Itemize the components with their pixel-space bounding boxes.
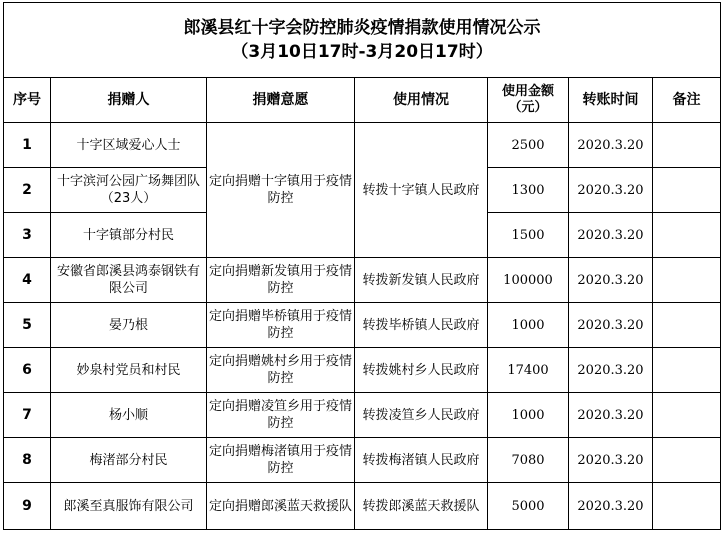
cell-date: 2020.3.20 xyxy=(569,168,653,213)
cell-note xyxy=(653,258,721,303)
cell-usage: 转拨姚村乡人民政府 xyxy=(355,348,488,393)
cell-index: 3 xyxy=(4,213,51,258)
header-amount: 使用金额（元） xyxy=(488,78,569,123)
cell-usage: 转拨凌笪乡人民政府 xyxy=(355,393,488,438)
table-row xyxy=(4,438,721,483)
cell-note xyxy=(653,348,721,393)
cell-date: 2020.3.20 xyxy=(569,483,653,530)
header-date: 转账时间 xyxy=(569,78,653,123)
cell-date: 2020.3.20 xyxy=(569,348,653,393)
cell-date: 2020.3.20 xyxy=(569,213,653,258)
cell-donor: 郎溪至真服饰有限公司 xyxy=(51,483,207,530)
cell-usage: 转拨梅渚镇人民政府 xyxy=(355,438,488,483)
page-title: 郎溪县红十字会防控肺炎疫情捐款使用情况公示 xyxy=(183,18,541,38)
cell-donor: 妙泉村党员和村民 xyxy=(51,348,207,393)
cell-usage: 转拨新发镇人民政府 xyxy=(355,258,488,303)
cell-note xyxy=(653,393,721,438)
header-index: 序号 xyxy=(4,78,51,123)
table-row xyxy=(4,123,721,168)
cell-index: 8 xyxy=(4,438,51,483)
cell-amount: 100000 xyxy=(488,258,569,303)
cell-amount: 1300 xyxy=(488,168,569,213)
cell-index: 9 xyxy=(4,483,51,530)
cell-index: 6 xyxy=(4,348,51,393)
header-intent: 捐赠意愿 xyxy=(207,78,355,123)
cell-date: 2020.3.20 xyxy=(569,123,653,168)
cell-date: 2020.3.20 xyxy=(569,258,653,303)
cell-note xyxy=(653,303,721,348)
cell-donor: 十字镇部分村民 xyxy=(51,213,207,258)
cell-index: 2 xyxy=(4,168,51,213)
cell-amount: 2500 xyxy=(488,123,569,168)
cell-index: 5 xyxy=(4,303,51,348)
cell-intent: 定向捐赠新发镇用于疫情防控 xyxy=(207,258,355,303)
cell-intent: 定向捐赠毕桥镇用于疫情防控 xyxy=(207,303,355,348)
cell-note xyxy=(653,438,721,483)
cell-usage: 转拨毕桥镇人民政府 xyxy=(355,303,488,348)
cell-amount: 17400 xyxy=(488,348,569,393)
donation-table xyxy=(3,2,721,530)
cell-date: 2020.3.20 xyxy=(569,393,653,438)
title-block xyxy=(4,3,721,78)
cell-usage: 转拨十字镇人民政府 xyxy=(355,123,488,258)
table-row xyxy=(4,258,721,303)
header-usage: 使用情况 xyxy=(355,78,488,123)
cell-donor: 十字区域爱心人士 xyxy=(51,123,207,168)
cell-intent: 定向捐赠郎溪蓝天救援队 xyxy=(207,483,355,530)
cell-donor: 晏乃根 xyxy=(51,303,207,348)
table-row xyxy=(4,393,721,438)
table-row xyxy=(4,483,721,530)
page-subtitle: （3月10日17时-3月20日17时） xyxy=(231,42,493,62)
cell-intent: 定向捐赠姚村乡用于疫情防控 xyxy=(207,348,355,393)
table-row xyxy=(4,303,721,348)
cell-intent: 定向捐赠十字镇用于疫情防控 xyxy=(207,123,355,258)
cell-intent: 定向捐赠梅渚镇用于疫情防控 xyxy=(207,438,355,483)
cell-date: 2020.3.20 xyxy=(569,438,653,483)
header-donor: 捐赠人 xyxy=(51,78,207,123)
header-note: 备注 xyxy=(653,78,721,123)
cell-donor: 安徽省郎溪县鸿泰钢铁有限公司 xyxy=(51,258,207,303)
header-row xyxy=(4,78,721,123)
cell-index: 1 xyxy=(4,123,51,168)
cell-amount: 1000 xyxy=(488,393,569,438)
cell-note xyxy=(653,123,721,168)
cell-amount: 1000 xyxy=(488,303,569,348)
cell-usage: 转拨郎溪蓝天救援队 xyxy=(355,483,488,530)
cell-amount: 5000 xyxy=(488,483,569,530)
cell-amount: 7080 xyxy=(488,438,569,483)
cell-donor: 梅渚部分村民 xyxy=(51,438,207,483)
cell-note xyxy=(653,213,721,258)
cell-intent: 定向捐赠凌笪乡用于疫情防控 xyxy=(207,393,355,438)
cell-donor: 杨小顺 xyxy=(51,393,207,438)
table-row xyxy=(4,348,721,393)
cell-amount: 1500 xyxy=(488,213,569,258)
cell-index: 4 xyxy=(4,258,51,303)
cell-note xyxy=(653,168,721,213)
cell-donor: 十字滨河公园广场舞团队（23人） xyxy=(51,168,207,213)
cell-note xyxy=(653,483,721,530)
cell-index: 7 xyxy=(4,393,51,438)
cell-date: 2020.3.20 xyxy=(569,303,653,348)
